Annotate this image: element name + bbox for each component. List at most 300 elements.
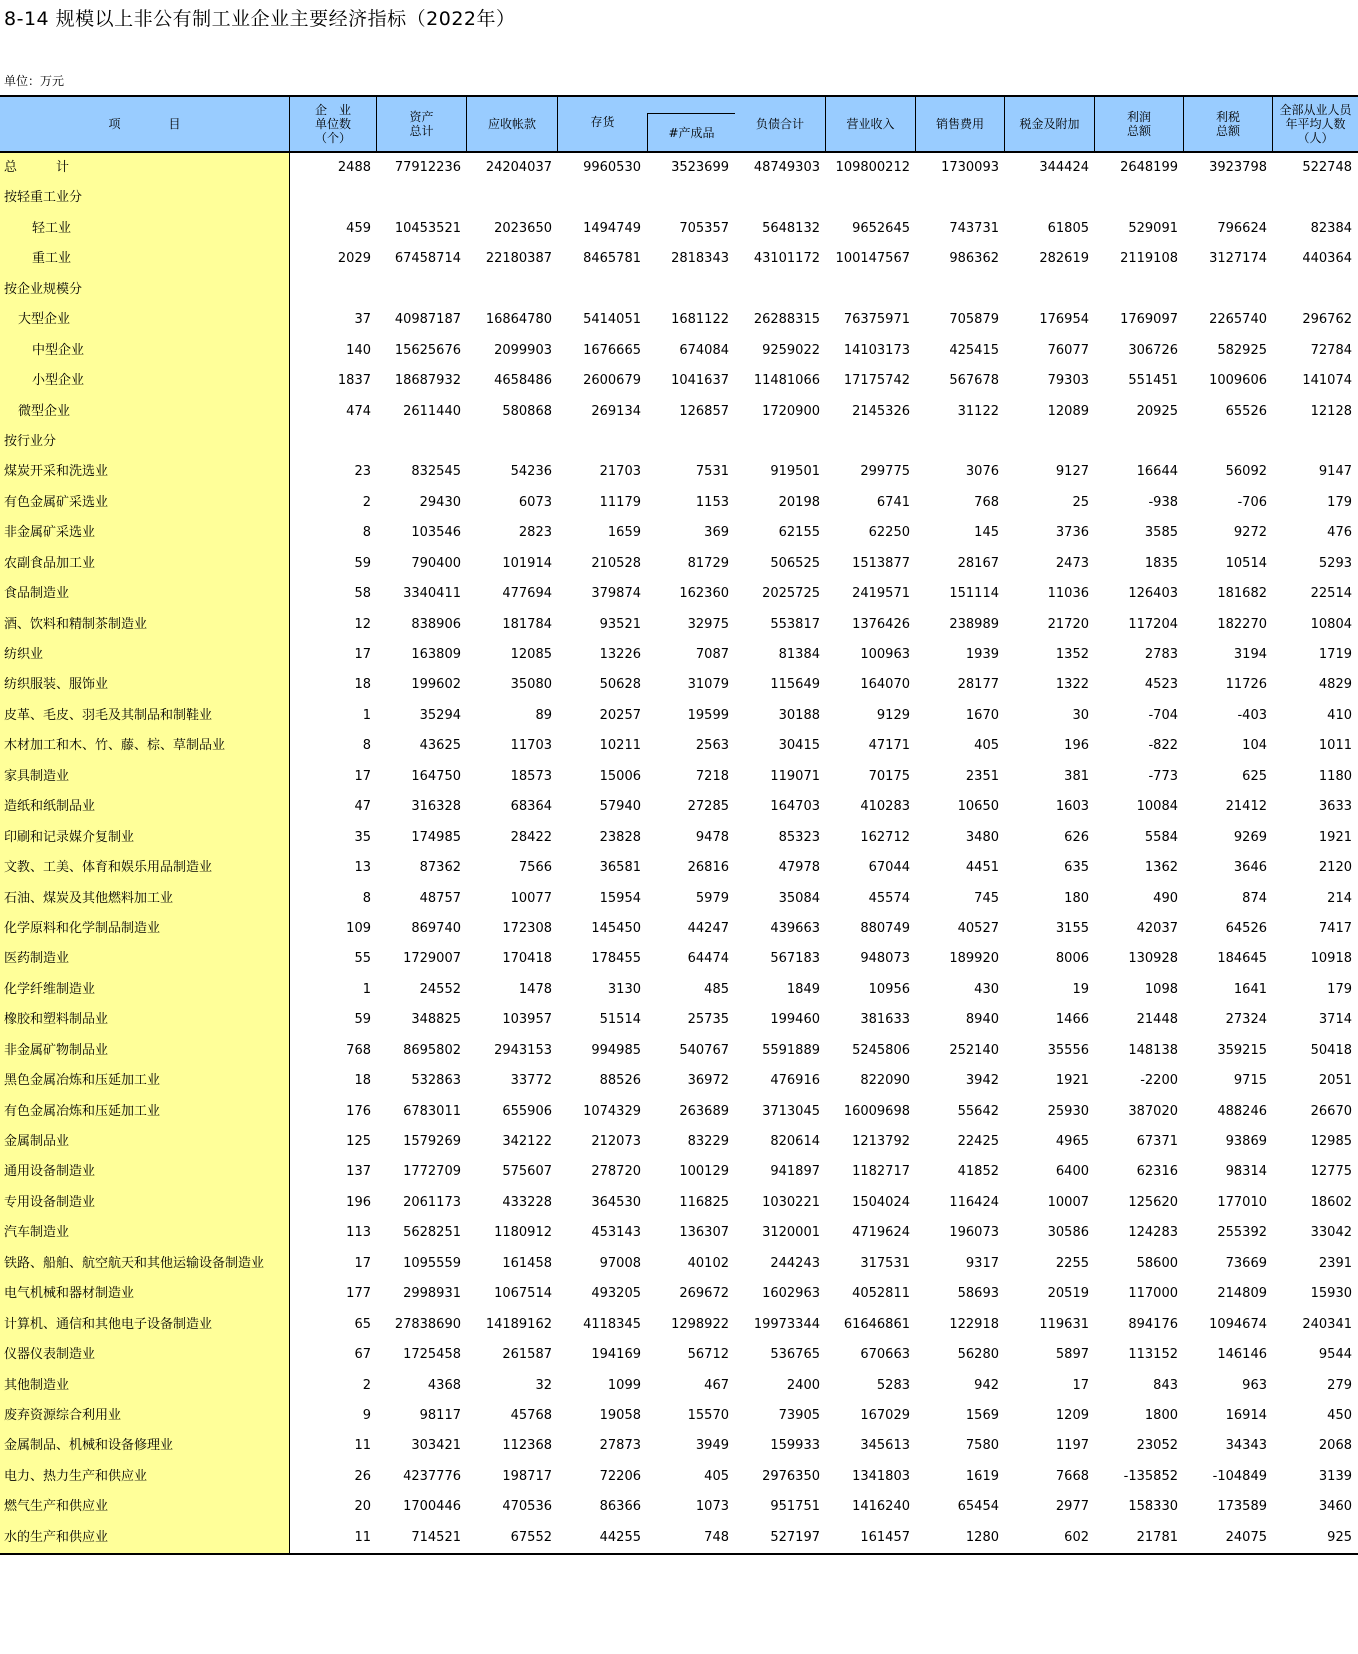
table-cell: 130928 xyxy=(1128,951,1178,967)
table-cell: 18 xyxy=(354,1073,371,1089)
table-cell: 5584 xyxy=(1144,829,1178,845)
table-cell: 3585 xyxy=(1144,525,1178,541)
table-cell: 3155 xyxy=(1055,920,1089,936)
table-cell: 4658486 xyxy=(494,373,552,389)
data-table xyxy=(0,95,1358,1553)
table-cell: 27838690 xyxy=(394,1316,461,1332)
table-row xyxy=(0,944,1358,974)
table-cell: 15570 xyxy=(687,1407,729,1423)
row-label: 造纸和纸制品业 xyxy=(0,792,290,822)
table-cell: 369 xyxy=(704,525,729,541)
row-label: 废弃资源综合利用业 xyxy=(0,1401,290,1431)
table-cell: 70175 xyxy=(868,768,910,784)
table-cell: 477694 xyxy=(502,586,552,602)
table-cell: 50418 xyxy=(1310,1042,1352,1058)
row-label: 大型企业 xyxy=(0,305,290,335)
table-cell: 162360 xyxy=(679,586,729,602)
table-cell: 5414051 xyxy=(583,312,641,328)
table-cell: 1730093 xyxy=(941,160,999,175)
table-cell: 24204037 xyxy=(485,160,552,175)
table-cell: 2611440 xyxy=(403,403,461,419)
table-cell: 76375971 xyxy=(843,312,910,328)
table-cell: 30 xyxy=(1072,707,1089,723)
row-label: 医药制造业 xyxy=(0,944,290,974)
table-cell: 2099903 xyxy=(494,342,552,358)
table-cell: 1700446 xyxy=(403,1499,461,1515)
table-cell: 359215 xyxy=(1217,1042,1267,1058)
table-cell: 81729 xyxy=(687,555,729,571)
table-cell: 1659 xyxy=(607,525,641,541)
table-cell: 24552 xyxy=(419,981,461,997)
table-cell: 263689 xyxy=(679,1103,729,1119)
table-cell: 15006 xyxy=(599,768,641,784)
table-cell: 65 xyxy=(354,1316,371,1332)
table-cell: 1466 xyxy=(1055,1012,1089,1028)
table-cell: 2488 xyxy=(337,160,371,175)
table-cell: 1041637 xyxy=(671,373,729,389)
table-cell: 5591889 xyxy=(762,1042,820,1058)
table-cell: 122918 xyxy=(949,1316,999,1332)
table-cell: 14189162 xyxy=(485,1316,552,1332)
column-header: 利税 总额 xyxy=(1184,97,1273,151)
row-label: 金属制品业 xyxy=(0,1127,290,1157)
table-row xyxy=(0,975,1358,1005)
table-cell: 32 xyxy=(535,1377,552,1393)
table-cell: 1213792 xyxy=(852,1134,910,1149)
row-label: 皮革、毛皮、羽毛及其制品和制鞋业 xyxy=(0,701,290,731)
table-cell: 97008 xyxy=(599,1255,641,1271)
table-cell: 459 xyxy=(346,220,371,236)
row-label: 印刷和记录媒介复制业 xyxy=(0,823,290,853)
column-header: 项 目 xyxy=(0,97,290,151)
table-cell: 348825 xyxy=(411,1012,461,1028)
table-cell: 61805 xyxy=(1047,220,1089,236)
table-cell: 11 xyxy=(354,1438,371,1454)
table-cell: 3130 xyxy=(607,981,641,997)
table-cell: 838906 xyxy=(411,616,461,632)
table-cell: 73669 xyxy=(1225,1255,1267,1271)
table-cell: 145450 xyxy=(591,920,641,936)
table-cell: 1729007 xyxy=(403,951,461,967)
table-cell: 485 xyxy=(704,981,729,997)
table-cell: 55642 xyxy=(957,1103,999,1119)
table-row xyxy=(0,153,1358,183)
table-cell: 994985 xyxy=(591,1042,641,1058)
table-cell: 12985 xyxy=(1310,1134,1352,1149)
table-cell: 28177 xyxy=(957,677,999,693)
table-cell: 15625676 xyxy=(394,342,461,358)
table-cell: 37 xyxy=(354,312,371,328)
table-row xyxy=(0,792,1358,822)
table-cell: 1835 xyxy=(1144,555,1178,571)
table-cell: 164750 xyxy=(411,768,461,784)
row-label: 水的生产和供应业 xyxy=(0,1523,290,1553)
table-cell: 925 xyxy=(1327,1529,1352,1545)
table-cell: 1030221 xyxy=(762,1194,820,1210)
column-header: 负债合计 xyxy=(735,97,826,151)
table-cell: 25 xyxy=(1072,494,1089,510)
table-cell: 1478 xyxy=(518,981,552,997)
table-cell: 21448 xyxy=(1136,1012,1178,1028)
table-cell: 21412 xyxy=(1225,799,1267,815)
table-cell: 3480 xyxy=(965,829,999,845)
row-label: 汽车制造业 xyxy=(0,1218,290,1248)
table-cell: 161458 xyxy=(502,1255,552,1271)
table-cell: 7087 xyxy=(695,647,729,662)
table-row xyxy=(0,579,1358,609)
row-label: 重工业 xyxy=(0,244,290,274)
table-cell: 474 xyxy=(346,403,371,419)
table-cell: 25735 xyxy=(687,1012,729,1028)
table-cell: 145 xyxy=(974,525,999,541)
column-header: 全部从业人员 年平均人数 （人） xyxy=(1279,103,1352,145)
table-cell: 44247 xyxy=(687,920,729,936)
table-cell: 5979 xyxy=(695,890,729,906)
column-header: #产成品 xyxy=(647,113,735,151)
table-cell: 2563 xyxy=(695,738,729,754)
table-cell: 3736 xyxy=(1055,525,1089,541)
table-row xyxy=(0,1401,1358,1431)
table-cell: 303421 xyxy=(411,1438,461,1454)
table-cell: 161457 xyxy=(860,1529,910,1545)
table-cell: 743731 xyxy=(949,220,999,236)
table-cell: 194169 xyxy=(591,1347,641,1363)
table-cell: 28422 xyxy=(510,829,552,845)
table-cell: 12128 xyxy=(1310,403,1352,419)
table-cell: 567678 xyxy=(949,373,999,389)
table-cell: 1098 xyxy=(1144,981,1178,997)
table-cell: 31122 xyxy=(957,403,999,419)
table-cell: 1619 xyxy=(965,1468,999,1484)
table-row xyxy=(0,640,1358,670)
table-cell: 65454 xyxy=(957,1499,999,1515)
table-cell: 199460 xyxy=(770,1012,820,1028)
row-label: 木材加工和木、竹、藤、棕、草制品业 xyxy=(0,731,290,761)
table-cell: 7668 xyxy=(1055,1468,1089,1484)
table-cell: 72206 xyxy=(599,1468,641,1484)
table-cell: 1494749 xyxy=(583,220,641,236)
table-cell: 47171 xyxy=(868,738,910,754)
table-cell: 705357 xyxy=(679,220,729,236)
table-cell: 35556 xyxy=(1047,1042,1089,1058)
table-cell: 62250 xyxy=(868,525,910,541)
table-cell: 1676665 xyxy=(583,342,641,358)
row-label: 其他制造业 xyxy=(0,1371,290,1401)
table-cell: 21720 xyxy=(1047,616,1089,632)
row-label: 总 计 xyxy=(0,153,290,183)
table-row xyxy=(0,1431,1358,1461)
table-cell: 2977 xyxy=(1055,1499,1089,1515)
table-cell: 832545 xyxy=(411,464,461,480)
table-cell: 8 xyxy=(362,890,371,906)
table-cell: 10650 xyxy=(957,799,999,815)
table-cell: 11179 xyxy=(599,494,641,510)
table-cell: 181682 xyxy=(1217,586,1267,602)
row-label: 轻工业 xyxy=(0,214,290,244)
table-cell: 16914 xyxy=(1225,1407,1267,1423)
table-cell: 1603 xyxy=(1055,799,1089,815)
table-cell: 19058 xyxy=(599,1407,641,1423)
table-cell: 23052 xyxy=(1136,1438,1178,1454)
table-cell: 9127 xyxy=(1055,464,1089,480)
table-cell: 2600679 xyxy=(583,373,641,389)
row-label: 专用设备制造业 xyxy=(0,1188,290,1218)
table-cell: 1153 xyxy=(695,494,729,510)
table-cell: 3713045 xyxy=(762,1103,820,1119)
table-cell: 159933 xyxy=(770,1438,820,1454)
table-cell: 575607 xyxy=(502,1164,552,1180)
table-row xyxy=(0,670,1358,700)
table-cell: 9652645 xyxy=(852,220,910,236)
table-cell: 11703 xyxy=(510,738,552,754)
table-cell: 32975 xyxy=(687,616,729,632)
table-cell: 58 xyxy=(354,586,371,602)
table-cell: 1641 xyxy=(1233,981,1267,997)
table-cell: 24075 xyxy=(1225,1529,1267,1545)
table-cell: 40527 xyxy=(957,920,999,936)
table-cell: 9147 xyxy=(1318,464,1352,480)
table-cell: 196073 xyxy=(949,1225,999,1241)
table-cell: 790400 xyxy=(411,555,461,571)
table-cell: 529091 xyxy=(1128,220,1178,236)
table-cell: 26816 xyxy=(687,860,729,876)
table-cell: 3949 xyxy=(695,1438,729,1454)
table-cell: 2400 xyxy=(786,1377,820,1393)
table-cell: 117000 xyxy=(1128,1286,1178,1302)
table-cell: 119631 xyxy=(1039,1316,1089,1332)
column-header: 企 业 单位数 （个） xyxy=(290,97,377,151)
table-cell: 2061173 xyxy=(403,1194,461,1210)
table-cell: 2120 xyxy=(1318,860,1352,876)
table-cell: 4829 xyxy=(1318,677,1352,693)
table-cell: 14103173 xyxy=(843,342,910,358)
table-cell: -706 xyxy=(1237,494,1267,510)
table-cell: 179 xyxy=(1327,494,1352,510)
table-cell: 6073 xyxy=(518,494,552,510)
table-cell: 22514 xyxy=(1310,586,1352,602)
table-cell: 100963 xyxy=(860,647,910,662)
table-cell: 410283 xyxy=(860,799,910,815)
table-cell: 104 xyxy=(1242,738,1267,754)
table-cell: 2783 xyxy=(1144,647,1178,662)
table-cell: 27285 xyxy=(687,799,729,815)
table-cell: 9544 xyxy=(1318,1347,1352,1363)
page-title: 8-14 规模以上非公有制工业企业主要经济指标（2022年） xyxy=(4,8,516,30)
table-cell: 2823 xyxy=(518,525,552,541)
table-cell: 124283 xyxy=(1128,1225,1178,1241)
table-cell: 4451 xyxy=(965,860,999,876)
table-cell: 57940 xyxy=(599,799,641,815)
table-cell: 433228 xyxy=(502,1194,552,1210)
table-cell: 47978 xyxy=(778,860,820,876)
table-cell: 269134 xyxy=(591,403,641,419)
table-row xyxy=(0,1066,1358,1096)
table-cell: 7218 xyxy=(695,768,729,784)
table-cell: 405 xyxy=(704,1468,729,1484)
table-cell: 1725458 xyxy=(403,1347,461,1363)
table-cell: 439663 xyxy=(770,920,820,936)
table-cell: 3139 xyxy=(1318,1468,1352,1484)
table-cell: 306726 xyxy=(1128,342,1178,358)
table-cell: -822 xyxy=(1148,738,1178,754)
table-cell: 625 xyxy=(1242,768,1267,784)
table-cell: 36972 xyxy=(687,1073,729,1089)
table-cell: 820614 xyxy=(770,1134,820,1149)
table-cell: 344424 xyxy=(1039,160,1089,175)
table-cell: 410 xyxy=(1327,707,1352,723)
table-cell: 41852 xyxy=(957,1164,999,1180)
table-cell: 2473 xyxy=(1055,555,1089,571)
table-cell: 1800 xyxy=(1144,1407,1178,1423)
table-cell: 58600 xyxy=(1136,1255,1178,1271)
table-cell: 3120001 xyxy=(762,1225,820,1241)
table-cell: 1772709 xyxy=(403,1164,461,1180)
table-cell: 112368 xyxy=(502,1438,552,1454)
table-cell: 48757 xyxy=(419,890,461,906)
table-cell: 9259022 xyxy=(762,342,820,358)
table-cell: 10077 xyxy=(510,890,552,906)
table-cell: 76077 xyxy=(1047,342,1089,358)
table-cell: 5293 xyxy=(1318,555,1352,571)
table-cell: 381 xyxy=(1064,768,1089,784)
table-cell: -938 xyxy=(1148,494,1178,510)
table-cell: 316328 xyxy=(411,799,461,815)
table-cell: 551451 xyxy=(1128,373,1178,389)
table-cell: 10084 xyxy=(1136,799,1178,815)
table-cell: 81384 xyxy=(778,647,820,662)
table-cell: 109 xyxy=(346,920,371,936)
table-row xyxy=(0,1188,1358,1218)
table-cell: 506525 xyxy=(770,555,820,571)
table-cell: 768 xyxy=(346,1042,371,1058)
table-cell: 1073 xyxy=(695,1499,729,1515)
table-cell: 540767 xyxy=(679,1042,729,1058)
table-cell: 16864780 xyxy=(485,312,552,328)
table-row xyxy=(0,305,1358,335)
table-cell: 238989 xyxy=(949,616,999,632)
table-cell: 2051 xyxy=(1318,1073,1352,1089)
table-cell: 73905 xyxy=(778,1407,820,1423)
table-cell: 62316 xyxy=(1136,1164,1178,1180)
table-cell: 269672 xyxy=(679,1286,729,1302)
table-cell: 58693 xyxy=(957,1286,999,1302)
table-cell: 1298922 xyxy=(671,1316,729,1332)
table-cell: 19599 xyxy=(687,707,729,723)
table-cell: 1837 xyxy=(337,373,371,389)
table-cell: 35294 xyxy=(419,707,461,723)
table-row xyxy=(0,1310,1358,1340)
table-cell: 869740 xyxy=(411,920,461,936)
row-label: 有色金属矿采选业 xyxy=(0,488,290,518)
table-cell: 9478 xyxy=(695,829,729,845)
table-cell: 1180912 xyxy=(494,1225,552,1241)
table-cell: 26670 xyxy=(1310,1103,1352,1119)
table-cell: 83229 xyxy=(687,1134,729,1149)
table-cell: 21781 xyxy=(1136,1529,1178,1545)
table-cell: -704 xyxy=(1148,707,1178,723)
table-cell: 1 xyxy=(362,981,371,997)
table-cell: 5648132 xyxy=(762,220,820,236)
table-cell: 19973344 xyxy=(753,1316,820,1332)
row-label: 金属制品、机械和设备修理业 xyxy=(0,1431,290,1461)
table-cell: 1681122 xyxy=(671,312,729,328)
table-cell: 67371 xyxy=(1136,1134,1178,1149)
table-cell: 7531 xyxy=(695,464,729,480)
table-cell: 2351 xyxy=(965,768,999,784)
table-cell: 1009606 xyxy=(1209,373,1267,389)
table-cell: 101914 xyxy=(502,555,552,571)
table-cell: 35080 xyxy=(510,677,552,693)
table-cell: 179 xyxy=(1327,981,1352,997)
table-cell: 56280 xyxy=(957,1347,999,1363)
table-cell: 109800212 xyxy=(835,160,910,175)
table-cell: 317531 xyxy=(860,1255,910,1271)
table-cell: 11036 xyxy=(1047,586,1089,602)
table-cell: 88526 xyxy=(599,1073,641,1089)
table-row xyxy=(0,1218,1358,1248)
table-cell: 1602963 xyxy=(762,1286,820,1302)
table-cell: 476 xyxy=(1327,525,1352,541)
table-cell: 67458714 xyxy=(394,251,461,267)
table-cell: 196 xyxy=(346,1194,371,1210)
table-cell: 5283 xyxy=(876,1377,910,1393)
table-cell: 8 xyxy=(362,525,371,541)
row-label: 酒、饮料和精制茶制造业 xyxy=(0,610,290,640)
table-cell: 15954 xyxy=(599,890,641,906)
table-cell: 26 xyxy=(354,1468,371,1484)
table-cell: 11 xyxy=(354,1529,371,1545)
row-label: 食品制造业 xyxy=(0,579,290,609)
table-cell: 136307 xyxy=(679,1225,729,1241)
table-cell: 27873 xyxy=(599,1438,641,1454)
table-bottom-rule xyxy=(0,1553,1358,1555)
table-cell: 100147567 xyxy=(835,251,910,267)
table-cell: 2648199 xyxy=(1120,160,1178,175)
table-cell: 5245806 xyxy=(852,1042,910,1058)
table-cell: 1074329 xyxy=(583,1103,641,1119)
table-cell: 1921 xyxy=(1318,829,1352,845)
column-header: 税金及附加 xyxy=(1005,97,1095,151)
table-cell: 536765 xyxy=(770,1347,820,1363)
table-row xyxy=(0,457,1358,487)
table-row xyxy=(0,701,1358,731)
table-cell: 6783011 xyxy=(403,1103,461,1119)
table-cell: 173589 xyxy=(1217,1499,1267,1515)
table-row xyxy=(0,214,1358,244)
table-cell: 113 xyxy=(346,1225,371,1241)
table-cell: 103546 xyxy=(411,525,461,541)
table-row xyxy=(0,884,1358,914)
table-cell: 56712 xyxy=(687,1347,729,1363)
table-cell: 26288315 xyxy=(753,312,820,328)
table-cell: 1 xyxy=(362,707,371,723)
table-cell: 252140 xyxy=(949,1042,999,1058)
table-cell: 29430 xyxy=(419,494,461,510)
table-cell: 1720900 xyxy=(762,403,820,419)
row-label: 化学原料和化学制品制造业 xyxy=(0,914,290,944)
table-cell: 20519 xyxy=(1047,1286,1089,1302)
table-cell: 405 xyxy=(974,738,999,754)
column-header: 资产 总计 xyxy=(377,97,467,151)
row-label: 电力、热力生产和供应业 xyxy=(0,1462,290,1492)
table-cell: 2998931 xyxy=(403,1286,461,1302)
table-cell: 626 xyxy=(1064,829,1089,845)
table-cell: 10918 xyxy=(1310,951,1352,967)
table-cell: 43625 xyxy=(419,738,461,754)
row-label: 电气机械和器材制造业 xyxy=(0,1279,290,1309)
table-cell: 1067514 xyxy=(494,1286,552,1302)
table-cell: 1670 xyxy=(965,707,999,723)
